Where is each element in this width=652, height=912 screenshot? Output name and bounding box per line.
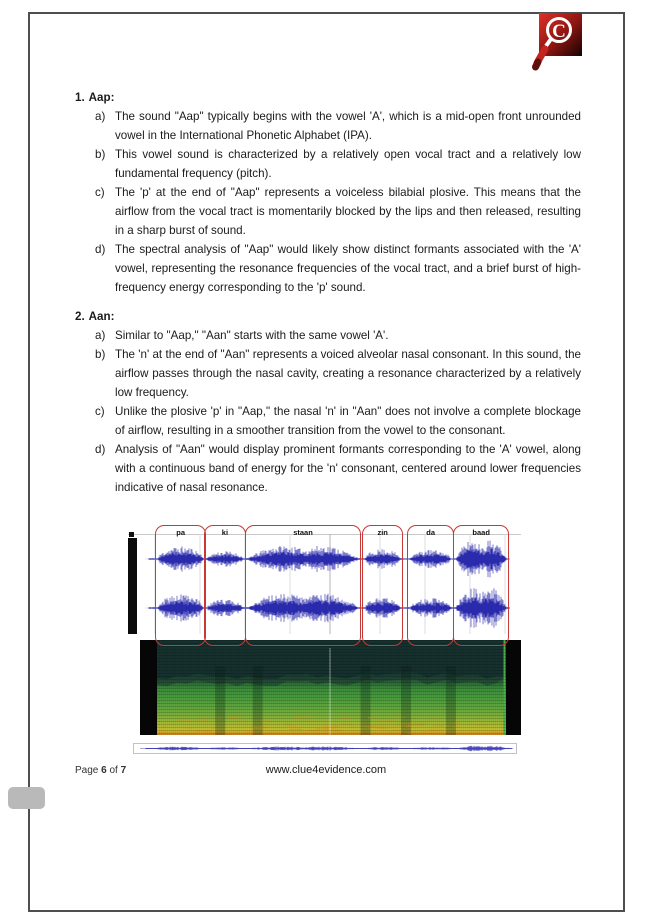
word-segment-box [453, 525, 509, 646]
list-marker: c) [95, 405, 105, 418]
overview-waveform [134, 744, 516, 753]
section-number: 1. [75, 91, 85, 104]
waveform-corner-tick [129, 532, 134, 537]
segment-label: da [426, 528, 436, 537]
segment-label: zin [377, 528, 388, 537]
scroll-corner-chip [8, 787, 45, 809]
spectrogram-overlay [157, 640, 506, 735]
segment-label: pa [176, 528, 186, 537]
word-segment-boxes [137, 525, 513, 649]
list-text: Similar to "Aap," "Aan" starts with the same vowel 'A'. [115, 329, 389, 342]
list-item [95, 440, 581, 497]
list-item [95, 145, 581, 183]
clue4evidence-logo [526, 10, 584, 78]
list-text: The spectral analysis of "Aap" would likely show distinct formants associated with the 'A' vowel, representing the resonance frequencies of the vocal tract, and a brief burst of high-frequency energy corresponding to the 'p' sound. [115, 243, 581, 294]
list-text: Analysis of "Aan" would display prominent formants corresponding to the 'A' vowel, along with a continuous band of energy for the 'n' consonant, centered around lower frequencies indicative of nasal resonance. [115, 443, 581, 494]
speech-analysis-figure [128, 521, 522, 754]
spectrogram-left-bar [140, 640, 157, 735]
list-marker: a) [95, 110, 106, 123]
section-number: 2. [75, 310, 85, 323]
list-marker: b) [95, 148, 106, 161]
website-url: www.clue4evidence.com [265, 764, 387, 776]
segment-label: baad [472, 528, 490, 537]
list-item [95, 240, 581, 297]
list-marker: b) [95, 348, 106, 361]
page-word: Page [75, 765, 99, 776]
list-text: Unlike the plosive 'p' in "Aap," the nasal 'n' in "Aan" does not involve a complete blockage of airflow, resulting in a smoother transition from the vowel to the consonant. [115, 405, 581, 437]
total-pages: 7 [120, 765, 127, 776]
section-heading [75, 88, 581, 107]
section-aap [75, 88, 581, 297]
spectrogram [157, 640, 506, 735]
list-marker: a) [95, 329, 106, 342]
waveform-left-bar [128, 538, 137, 634]
list-item [95, 326, 581, 345]
section-title: Aap: [88, 91, 115, 104]
document-body [75, 88, 581, 520]
logo-letter: C [552, 21, 566, 42]
list-text: This vowel sound is characterized by a relatively open vocal tract and a relatively low fundamental frequency (pitch). [115, 148, 581, 180]
list-marker: d) [95, 443, 106, 456]
word-segment-box [245, 525, 361, 646]
section-aan [75, 307, 581, 497]
list-item [95, 345, 581, 402]
list-text: The 'p' at the end of "Aap" represents a voiceless bilabial plosive. This means that the airflow from the vocal tract is momentarily blocked by the lips and then released, resulting in a sharp burst of sound. [115, 186, 581, 237]
magnifier-handle-tip-icon [536, 62, 539, 67]
segment-label: staan [293, 528, 313, 537]
list-marker: d) [95, 243, 106, 256]
section-title: Aan: [88, 310, 115, 323]
word-segment-box [362, 525, 403, 646]
word-segment-box [155, 525, 206, 646]
spectrogram-right-bar [506, 640, 521, 735]
list-text: The sound "Aap" typically begins with the vowel 'A', which is a mid-open front unrounded vowel in the International Phonetic Alphabet (IPA). [115, 110, 581, 142]
current-page: 6 [101, 765, 107, 776]
list-item [95, 183, 581, 240]
word-segment-box [407, 525, 454, 646]
of-word: of [109, 765, 118, 776]
list-item [95, 107, 581, 145]
word-segment-box [204, 525, 246, 646]
list-text: The 'n' at the end of "Aan" represents a voiced alveolar nasal consonant. In this sound, the airflow passes through the nasal cavity, creating a resonance characterized by a relatively low frequency. [115, 348, 581, 399]
segment-label: ki [221, 528, 229, 537]
section-heading [75, 307, 581, 326]
list-item [95, 402, 581, 440]
list-marker: c) [95, 186, 105, 199]
overview-strip [133, 743, 517, 754]
